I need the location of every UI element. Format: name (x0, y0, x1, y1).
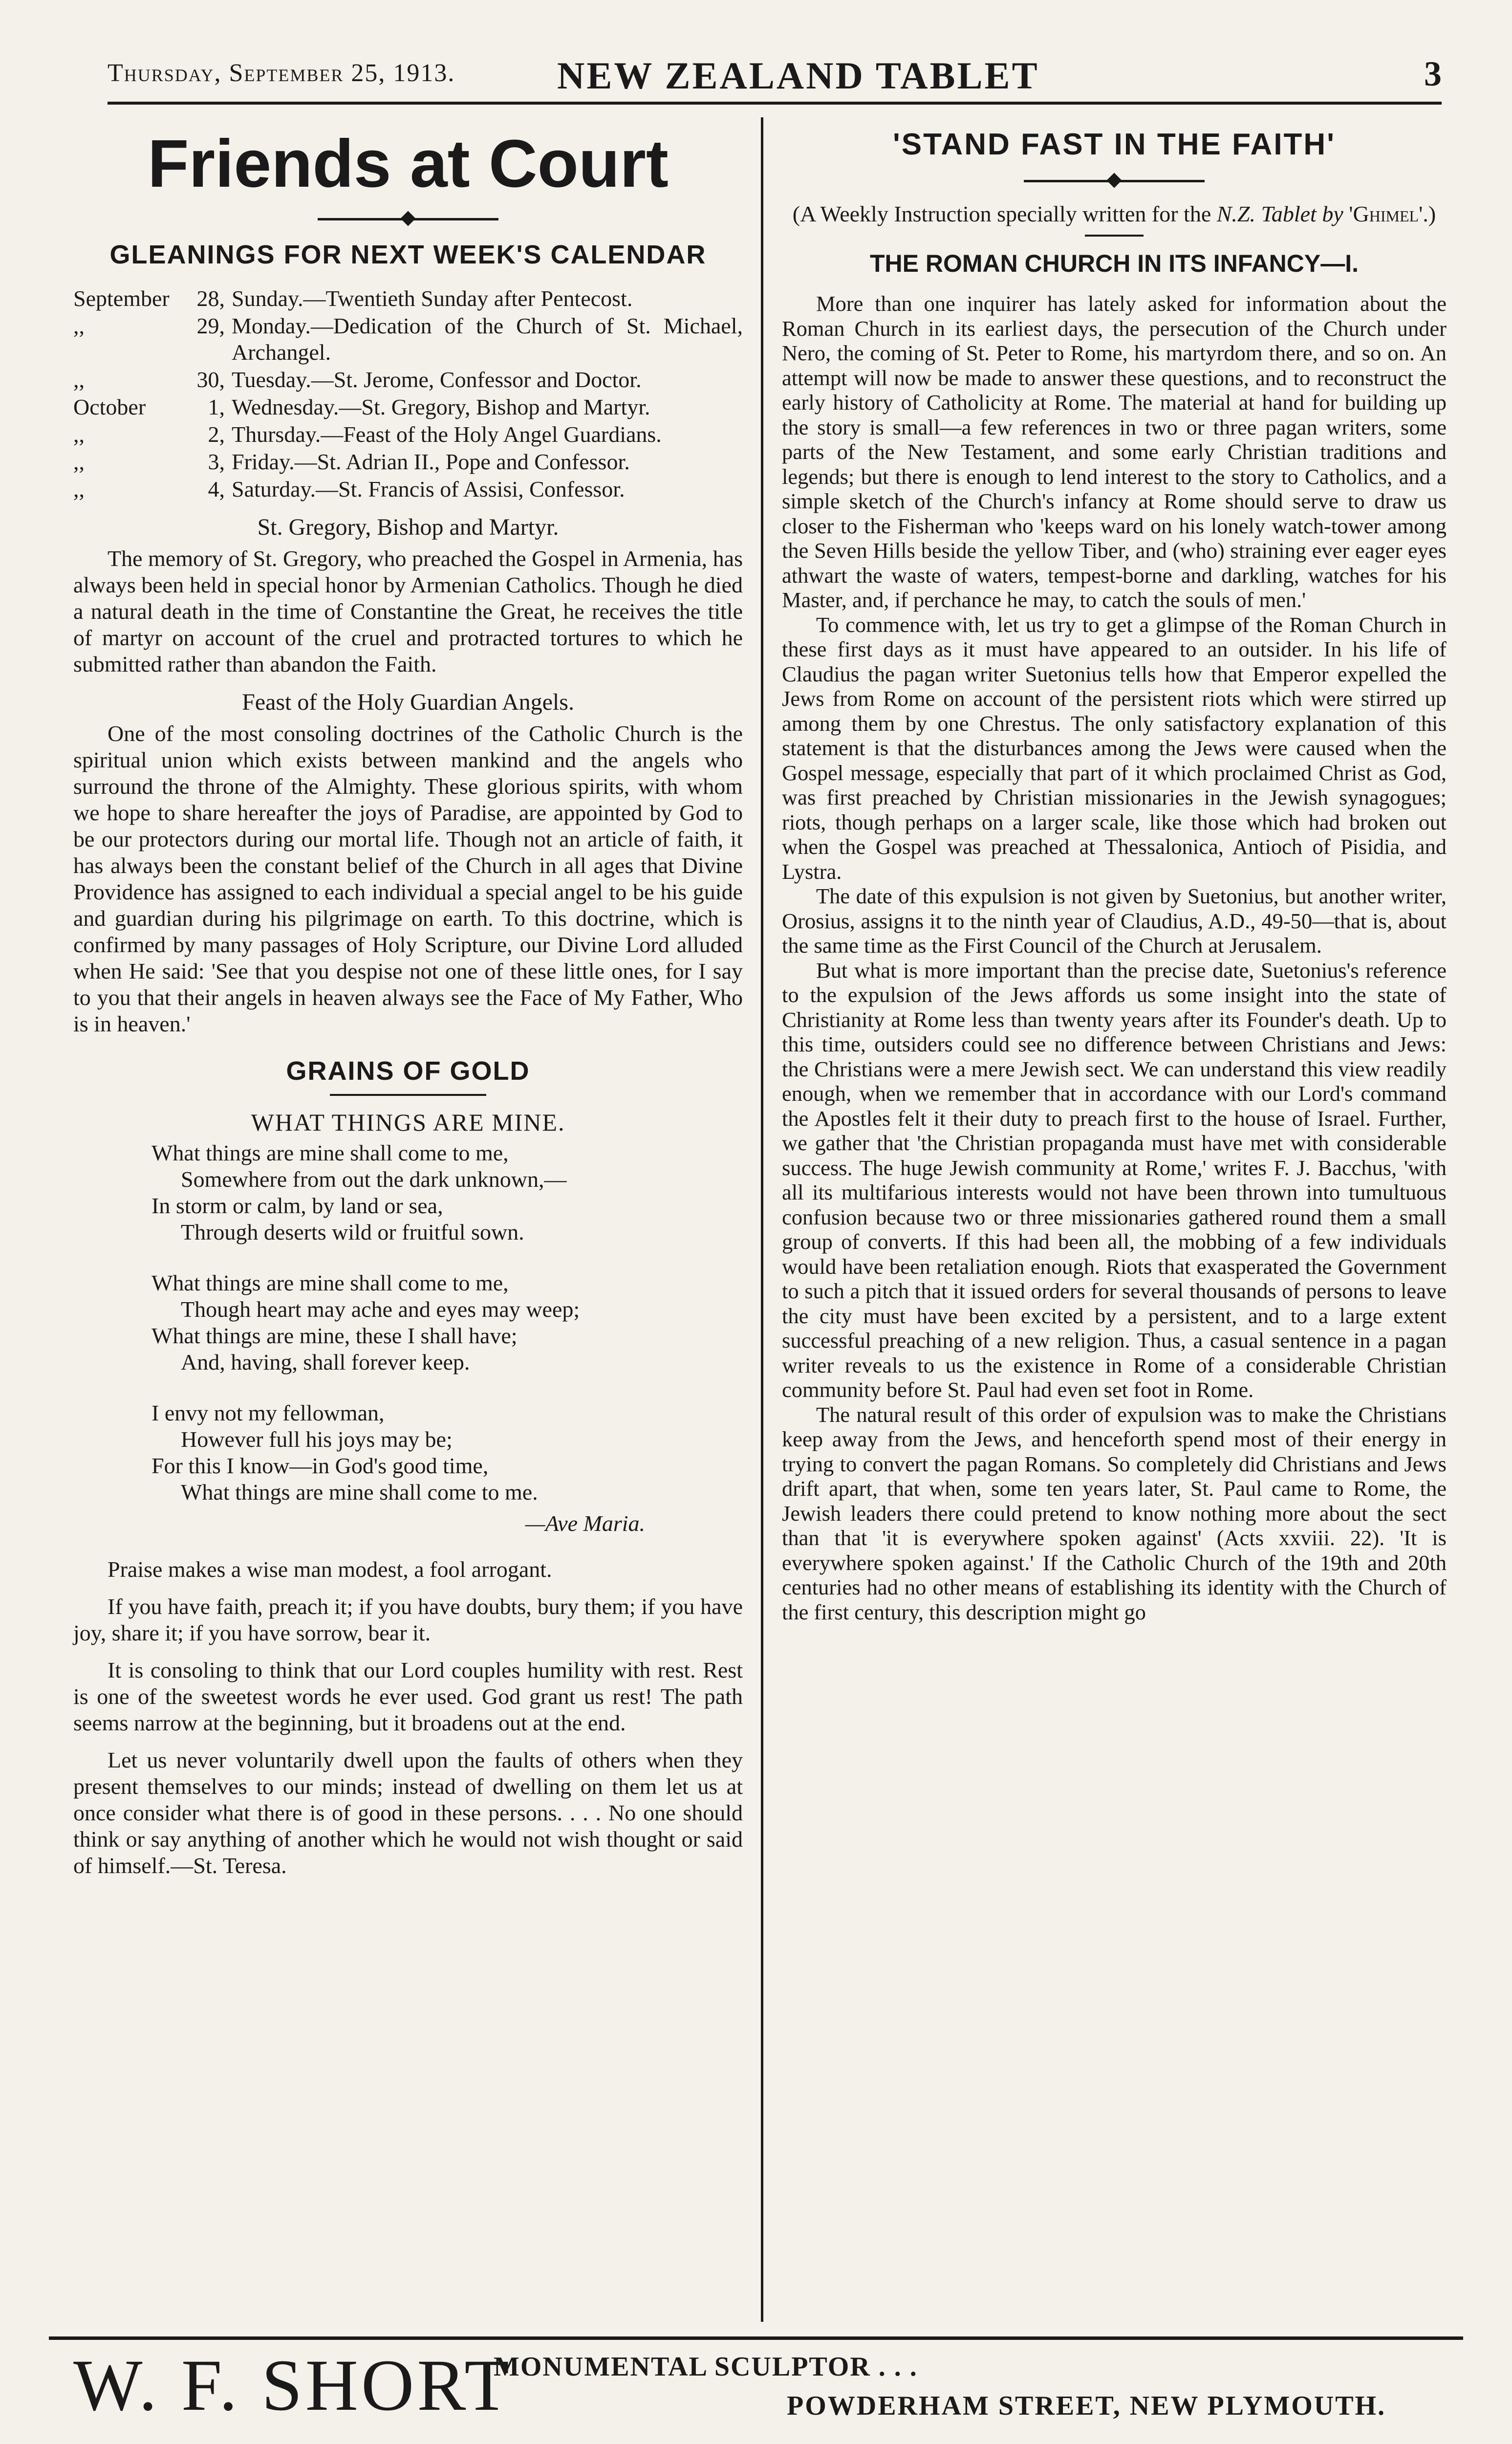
right-column (782, 127, 1447, 1624)
angels-heading: Feast of the Holy Guardian Angels. (242, 689, 574, 715)
calendar-text: Sunday.—Twentieth Sunday after Pentecost. (232, 286, 633, 311)
article-paragraph: To commence with, let us try to get a glimpse of the Roman Church in these first days as it must have appeared to an outsider. In his life of Claudius the pagan writer Suetonius tells how that Emperor expelled the Jews from Rome on account of the persistent riots which were stirred up among them by one Chrestus. The only satisfactory explanation of this statement is that the disturbances among the Jews were caused when the Gospel message, especially that part of it which proclaimed Christ as God, was first preached by Christian missionaries in the Jewish synagogues; riots, though perhaps on a larger scale, like those which had broken out when the Gospel was preached at Thessalonica, Antioch of Pisidia, and Lystra. (782, 612, 1447, 884)
gregory-paragraph: The memory of St. Gregory, who preached the Gospel in Armenia, has always been held in special honor by Armenian Catholics. Though he died a natural death in the time of Constantine the Great, he receives the title of martyr on account of the cruel and protracted tortures to which he submitted rather than abandon the Faith. (73, 546, 743, 676)
poem-stanza (151, 1270, 743, 1375)
advertiser-trade: MONUMENTAL SCULPTOR . . . (494, 2352, 918, 2382)
poem-line: For this I know—in God's good time, (151, 1453, 489, 1478)
saying-paragraph: Let us never voluntarily dwell upon the faults of others when they present themselves to our minds; instead of dwelling on them let us at once consider what there is of good in these persons. . . . No one should think or say anything of another which he would not wish thought or said of himself.—St. Teresa. (73, 1747, 743, 1878)
calendar-list (73, 285, 743, 502)
poem-line: In storm or calm, by land or sea, (151, 1193, 443, 1218)
masthead-rule (108, 102, 1442, 105)
intro-by: by (1322, 201, 1343, 226)
calendar-text: Thursday.—Feast of the Holy Angel Guardians. (232, 422, 662, 447)
calendar-text: Saturday.—St. Francis of Assisi, Confessor. (232, 477, 625, 502)
calendar-entry (73, 313, 743, 366)
saying-paragraph: If you have faith, preach it; if you have doubts, bury them; if you have joy, share it; if you have sorrow, bear it. (73, 1594, 743, 1645)
calendar-entry (73, 476, 743, 502)
poem-line: What things are mine shall come to me. (181, 1480, 538, 1505)
calendar-month: ,, (73, 313, 85, 338)
issue-date: Thursday, September 25, 1913. (108, 59, 455, 87)
article-paragraph: More than one inquirer has lately asked for information about the Roman Church in its earliest days, the persecution of the Church under Nero, the coming of St. Peter to Rome, his martyrdom there, and so on. An attempt will now be made to answer these questions, and to reconstruct the early history of Catholicity at Rome. The material at hand for building up the story is small—a few references in two or three pagan writers, some parts of the New Testament, and some early Christian traditions and legends; but there is enough to lend interest to the story to Catholics, and a simple sketch of the Church's infancy at Rome should serve to draw us closer to the Fisherman who 'keeps ward on his lonely watch-tower among the Seven Hills beside the yellow Tiber, and (who) straining ever eager eyes athwart the waste of waters, tempest-borne and darkling, watches for his Master, and, if perchance he may, to catch the souls of men.' (782, 291, 1447, 612)
poem-line: Somewhere from out the dark unknown,— (181, 1167, 567, 1192)
friends-at-court-title: Friends at Court (148, 126, 669, 201)
sayings (73, 1556, 743, 1879)
calendar-heading: GLEANINGS FOR NEXT WEEK'S CALENDAR (109, 240, 707, 269)
calendar-text: Tuesday.—St. Jerome, Confessor and Doctor. (232, 367, 642, 392)
page-number: 3 (1424, 54, 1442, 93)
calendar-entry (73, 285, 743, 312)
poem (151, 1140, 743, 1506)
calendar-month: September (73, 286, 170, 311)
calendar-day: 3, (208, 449, 225, 474)
calendar-month: ,, (73, 367, 85, 392)
publication-title: NEW ZEALAND TABLET (557, 54, 1039, 97)
section-rule (330, 1094, 486, 1096)
calendar-entry (73, 449, 743, 475)
calendar-month: October (73, 394, 146, 419)
intro-publication: N.Z. Tablet (1216, 201, 1317, 226)
calendar-day: 28, (196, 286, 225, 311)
article-paragraph: The natural result of this order of expulsion was to make the Christians keep away from the Jews, and henceforth spend most of their energy in trying to convert the pagan Romans. So completely did Christians and Jews drift apart, that when, some ten years later, St. Paul came to Rome, the Jewish leaders there could pretend to know nothing more about the sect than that 'it is everywhere spoken against' (Acts xxviii. 22). 'It is everywhere spoken against.' If the Catholic Church of the 19th and 20th centuries had no other means of establishing its identity with the Church of the first century, this description might go (782, 1402, 1447, 1624)
calendar-month: ,, (73, 422, 85, 447)
calendar-month: ,, (73, 477, 85, 502)
section-rule (1085, 235, 1144, 237)
poem-line: I envy not my fellowman, (151, 1400, 385, 1425)
calendar-day: 29, (196, 313, 225, 338)
poem-line: What things are mine, these I shall have; (151, 1323, 518, 1348)
column-divider (761, 117, 763, 2322)
poem-line: However full his joys may be; (181, 1427, 453, 1452)
calendar-day: 4, (208, 477, 225, 502)
advertiser-name: W. F. SHORT (73, 2345, 512, 2426)
article-subtitle: THE ROMAN CHURCH IN ITS INFANCY—I. (870, 250, 1359, 277)
saying-paragraph: It is consoling to think that our Lord couples humility with rest. Rest is one of the sweetest words he ever used. God grant us rest! The path seems narrow at the beginning, but it broadens out at the end. (73, 1658, 743, 1735)
gregory-heading: St. Gregory, Bishop and Martyr. (257, 514, 559, 540)
left-column (73, 127, 743, 1890)
angels-paragraph: One of the most consoling doctrines of the Catholic Church is the spiritual union which exists between mankind and the angels who surround the throne of the Almighty. These glorious spirits, with whom we hope to share hereafter the joys of Paradise, are appointed by God to be our protectors during our mortal life. Though not an article of faith, it has always been the constant belief of the Church in all ages that Divine Providence has assigned to each individual a special angel to be his guide and guardian during his pilgrimage on earth. To this doctrine, which is confirmed by many passages of Holy Scripture, our Divine Lord alluded when He said: 'See that you despise not one of these little ones, for I say to you that their angels in heaven always see the Face of My Father, Who is in heaven.' (73, 721, 743, 1036)
poem-attribution: —Ave Maria. (525, 1511, 645, 1536)
poem-line: What things are mine shall come to me, (151, 1140, 509, 1165)
poem-line: And, having, shall forever keep. (181, 1350, 470, 1375)
advertisement (73, 2346, 1451, 2444)
calendar-entry (73, 394, 743, 420)
calendar-day: 2, (208, 422, 225, 447)
article-body (782, 291, 1447, 1624)
calendar-text: Wednesday.—St. Gregory, Bishop and Martyr. (232, 394, 650, 419)
calendar-text: Monday.—Dedication of the Church of St. Michael, Archangel. (232, 313, 743, 365)
intro-prefix: (A Weekly Instruction specially written for the (792, 201, 1211, 226)
column-intro (782, 200, 1447, 228)
poem-stanza (151, 1400, 743, 1506)
calendar-entry (73, 367, 743, 393)
poem-stanza (151, 1140, 743, 1245)
saying-paragraph: Praise makes a wise man modest, a fool arrogant. (108, 1557, 552, 1582)
advertiser-address: POWDERHAM STREET, NEW PLYMOUTH. (787, 2391, 1386, 2421)
ornament-rule (1024, 172, 1205, 190)
calendar-day: 1, (208, 394, 225, 419)
poem-line: Through deserts wild or fruitful sown. (181, 1220, 524, 1244)
calendar-day: 30, (196, 367, 225, 392)
grains-of-gold-heading: GRAINS OF GOLD (286, 1056, 530, 1086)
intro-author: 'Ghimel'.) (1349, 201, 1436, 226)
advertisement-top-rule (49, 2336, 1463, 2340)
masthead (73, 49, 1442, 103)
poem-title: WHAT THINGS ARE MINE. (251, 1109, 565, 1136)
ornament-rule (318, 210, 498, 228)
poem-line: Though heart may ache and eyes may weep; (181, 1297, 580, 1322)
saints-notes (73, 513, 743, 1037)
calendar-text: Friday.—St. Adrian II., Pope and Confessor. (232, 449, 630, 474)
stand-fast-title: 'STAND FAST IN THE FAITH' (893, 128, 1336, 161)
calendar-entry (73, 421, 743, 448)
calendar-month: ,, (73, 449, 85, 474)
article-paragraph: The date of this expulsion is not given by Suetonius, but another writer, Orosius, assigns it to the ninth year of Claudius, A.D., 49-50—that is, about the same time as the First Council of the Church at Jerusalem. (782, 884, 1447, 958)
article-paragraph: But what is more important than the precise date, Suetonius's reference to the expulsion of the Jews affords us some insight into the state of Christianity at Rome less than twenty years after its Founder's death. Up to this time, outsiders could see no difference between Christians and Jews: the Christians were a mere Jewish sect. We can understand this view readily enough, when we remember that in accordance with our Lord's command the Apostles felt it their duty to preach first to the house of Israel. Further, we gather that 'the Christian propaganda must have met with considerable success. The huge Jewish community at Rome,' writes F. J. Bacchus, 'with all its multifarious interests would not have been thrown into tumultuous confusion because two or three missionaries gathered round them a small group of converts. If this had been all, the mobbing of a few individuals would have been retaliation enough. Riots that exasperated the Government to such a pitch that it issued orders for several thousands of persons to leave the city must have been excited by a persistent, and to a large extent successful preaching of a new religion. Thus, a casual sentence in a pagan writer reveals to us the existence in Rome of a considerable Christian community before St. Paul had even set foot in Rome. (782, 958, 1447, 1402)
poem-line: What things are mine shall come to me, (151, 1270, 509, 1295)
